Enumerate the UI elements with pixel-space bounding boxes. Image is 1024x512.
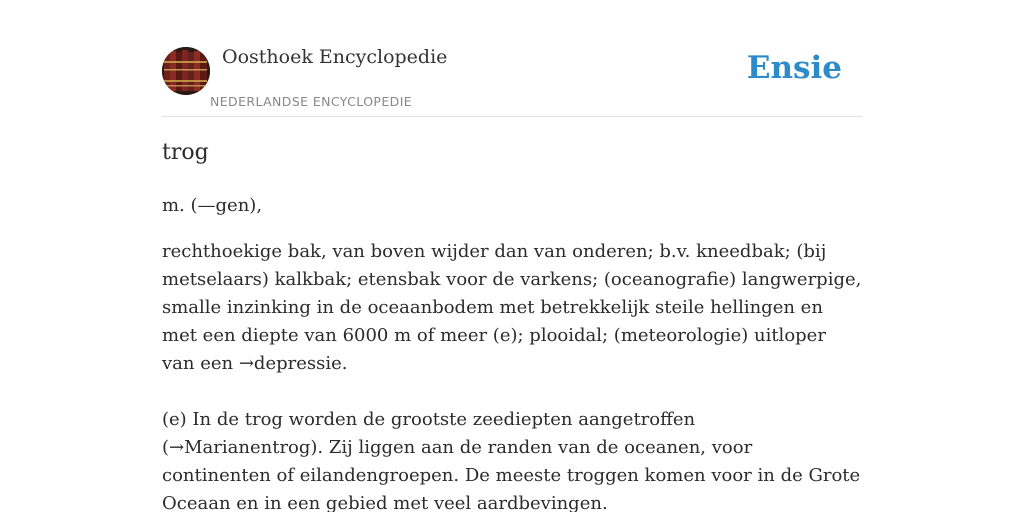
entry-term: trog	[162, 140, 209, 165]
link-marianentrog[interactable]: →Marianentrog	[169, 437, 311, 458]
site-title[interactable]: Oosthoek Encyclopedie	[222, 46, 448, 68]
link-depressie[interactable]: →depressie	[238, 353, 342, 374]
encyclopedia-books-icon[interactable]	[162, 47, 210, 95]
entry-definition	[162, 238, 862, 378]
entry-content	[162, 192, 862, 512]
paragraph-spacer	[162, 378, 862, 406]
definition-text: rechthoekige bak, van boven wijder dan van onderen; b.v. kneedbak; (bij metselaars) kalkbak; etensbak voor de varkens; (oceanografie) langwerpige, smalle inzinking in de oceaanbodem met betrekkelijk steile hellingen en met een diepte van 6000 m of meer (e); plooidal; (meteorologie) uitloper van een	[162, 241, 862, 374]
site-subtitle: NEDERLANDSE ENCYCLOPEDIE	[210, 94, 413, 109]
entry-note	[162, 406, 862, 512]
note-text-start: (e) In de trog worden de grootste zeediepten aangetroffen (	[162, 409, 696, 458]
entry-grammar: m. (—gen),	[162, 195, 263, 216]
site-header	[162, 0, 862, 117]
definition-end: .	[341, 353, 348, 374]
ensie-logo-link[interactable]: Ensie	[746, 50, 842, 86]
note-text-end: ). Zij liggen aan de randen van de oceanen, voor continenten of eilandengroepen. De meeste troggen komen voor in de Grote Oceaan en in een gebied met veel aardbevingen.	[162, 437, 861, 512]
page-container	[162, 0, 862, 512]
